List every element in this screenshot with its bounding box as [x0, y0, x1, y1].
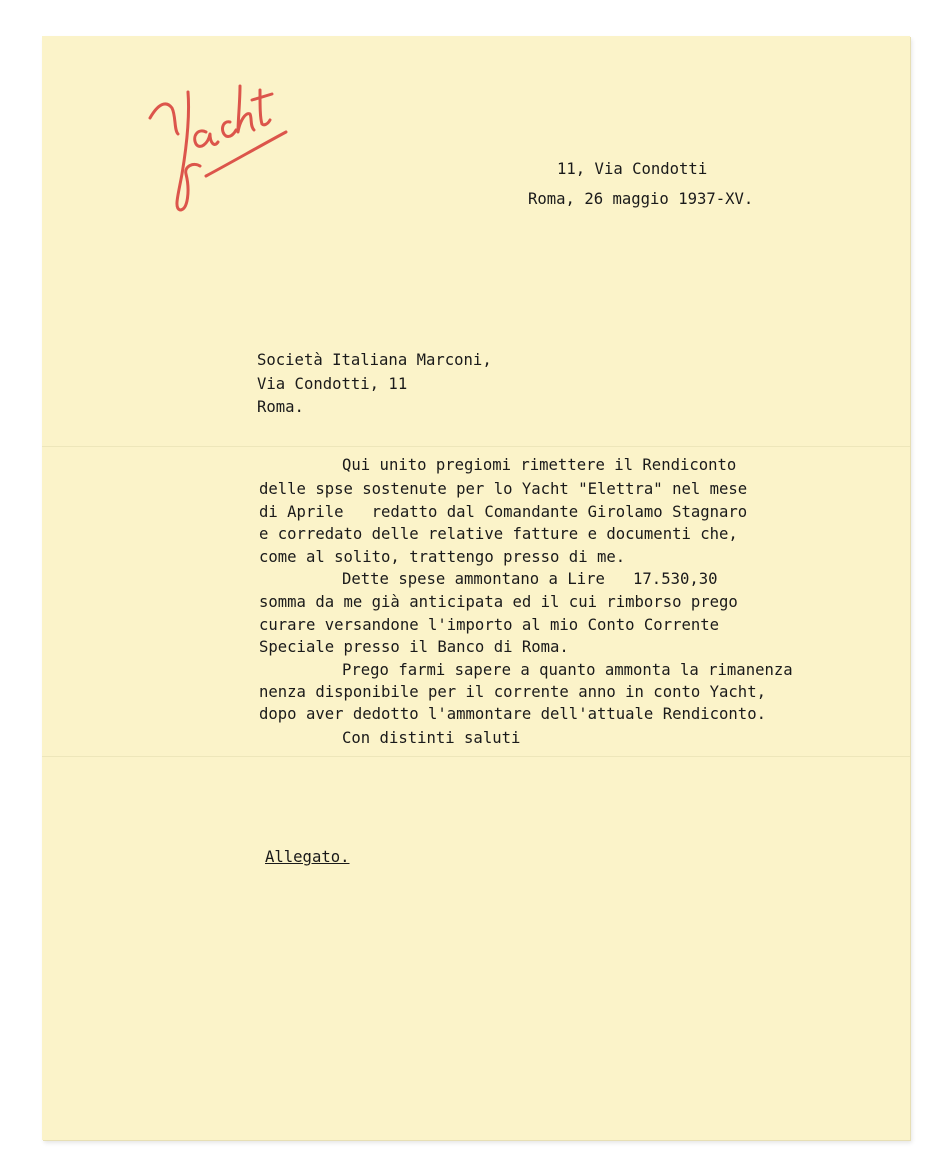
- enclosure-note: Allegato.: [265, 848, 350, 866]
- fold-line: [42, 446, 910, 447]
- body-line: delle spse sostenute per lo Yacht "Elettra" nel mese: [259, 480, 748, 498]
- place-and-date: Roma, 26 maggio 1937-XV.: [528, 190, 754, 208]
- body-line: Qui unito pregiomi rimettere il Rendiconto: [342, 456, 737, 474]
- body-line: di Aprile redatto dal Comandante Girolamo Stagnaro: [259, 503, 748, 521]
- body-line: somma da me già anticipata ed il cui rimborso prego: [259, 593, 738, 611]
- body-line: curare versandone l'importo al mio Conto Corrente: [259, 616, 720, 634]
- body-line: Dette spese ammontano a Lire 17.530,30: [342, 570, 718, 588]
- sender-street: 11, Via Condotti: [557, 160, 708, 178]
- closing-salutation: Con distinti saluti: [342, 729, 521, 747]
- body-line: come al solito, trattengo presso di me.: [259, 548, 626, 566]
- body-line: Speciale presso il Banco di Roma.: [259, 638, 569, 656]
- body-line: dopo aver dedotto l'ammontare dell'attuale Rendiconto.: [259, 705, 766, 723]
- body-line: nenza disponibile per il corrente anno in conto Yacht,: [259, 683, 766, 701]
- fold-line: [42, 756, 910, 757]
- body-line: Prego farmi sapere a quanto ammonta la rimanenza: [342, 661, 793, 679]
- handwritten-yacht-annotation: [136, 70, 296, 220]
- body-line: e corredato delle relative fatture e documenti che,: [259, 525, 738, 543]
- recipient-name: Società Italiana Marconi,: [257, 351, 492, 369]
- recipient-street: Via Condotti, 11: [257, 375, 408, 393]
- recipient-city: Roma.: [257, 398, 304, 416]
